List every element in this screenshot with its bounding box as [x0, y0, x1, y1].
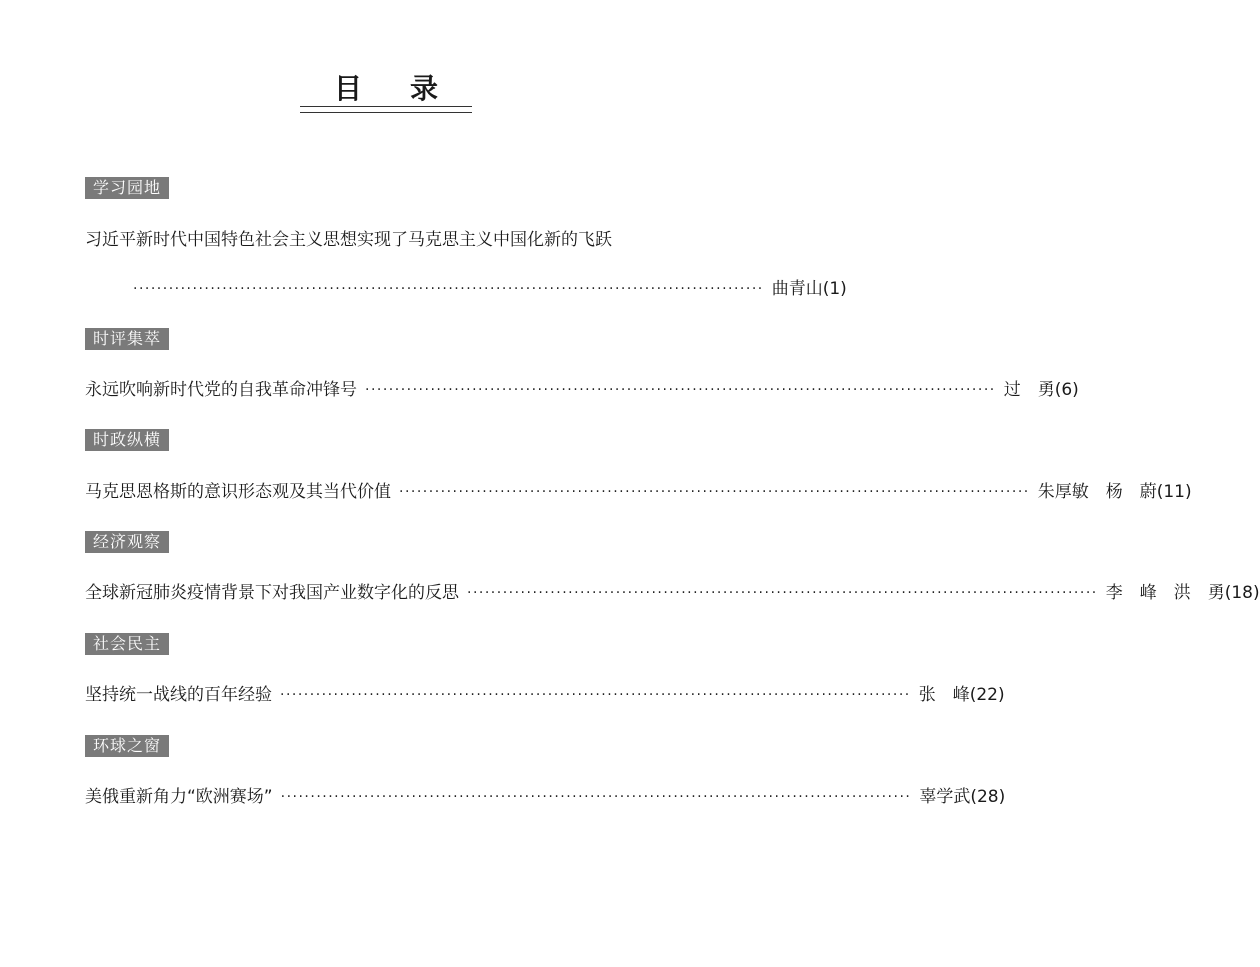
entry-author: 过 勇 — [1003, 380, 1055, 400]
section-tag-study: 学习园地 — [85, 177, 169, 199]
leader-dots: ·········································································································· — [133, 281, 764, 297]
entry-title: 坚持统一战线的百年经验 — [85, 685, 272, 705]
entry-page: (11) — [1156, 482, 1192, 502]
toc-entry[interactable] — [85, 480, 1192, 504]
toc-entry-continuation[interactable] — [133, 277, 847, 301]
section-tag-global: 环球之窗 — [85, 735, 169, 757]
leader-dots: ·········································································································· — [280, 789, 912, 805]
entry-author: 张 峰 — [918, 685, 970, 705]
entry-page: (28) — [970, 787, 1006, 807]
entry-author: 朱厚敏 杨 蔚 — [1037, 482, 1157, 502]
entry-page: (6) — [1054, 380, 1079, 400]
leader-dots: ·········································································································· — [467, 585, 1098, 601]
page-title — [300, 72, 472, 106]
entry-title: 马克思恩格斯的意识形态观及其当代价值 — [85, 482, 391, 502]
title-char-left: 目 — [333, 72, 362, 105]
entry-page: (1) — [822, 279, 847, 299]
entry-page: (22) — [969, 685, 1005, 705]
toc-entry[interactable] — [85, 581, 1260, 605]
leader-dots: ·········································································································· — [399, 484, 1030, 500]
toc-entry[interactable] — [85, 785, 1006, 809]
title-char-right: 录 — [410, 72, 439, 105]
entry-page: (18) — [1224, 583, 1260, 603]
entry-author: 辜学武 — [919, 787, 971, 807]
section-tag-society: 社会民主 — [85, 633, 169, 655]
section-tag-commentary: 时评集萃 — [85, 328, 169, 350]
entry-title: 习近平新时代中国特色社会主义思想实现了马克思主义中国化新的飞跃 — [85, 230, 612, 250]
entry-title: 全球新冠肺炎疫情背景下对我国产业数字化的反思 — [85, 583, 459, 603]
leader-dots: ·········································································································· — [280, 687, 911, 703]
entry-author: 李 峰 洪 勇 — [1105, 583, 1225, 603]
section-tag-economy: 经济观察 — [85, 531, 169, 553]
toc-entry[interactable] — [85, 228, 697, 252]
entry-author: 曲青山 — [771, 279, 823, 299]
toc-entry[interactable] — [85, 378, 1079, 402]
section-tag-politics: 时政纵横 — [85, 429, 169, 451]
leader-dots: ·········································································································· — [365, 382, 996, 398]
entry-title: 美俄重新角力“欧洲赛场” — [85, 787, 273, 807]
entry-title: 永远吹响新时代党的自我革命冲锋号 — [85, 380, 357, 400]
toc-entry[interactable] — [85, 683, 1005, 707]
title-double-rule — [300, 106, 472, 113]
toc-heading — [300, 72, 472, 113]
